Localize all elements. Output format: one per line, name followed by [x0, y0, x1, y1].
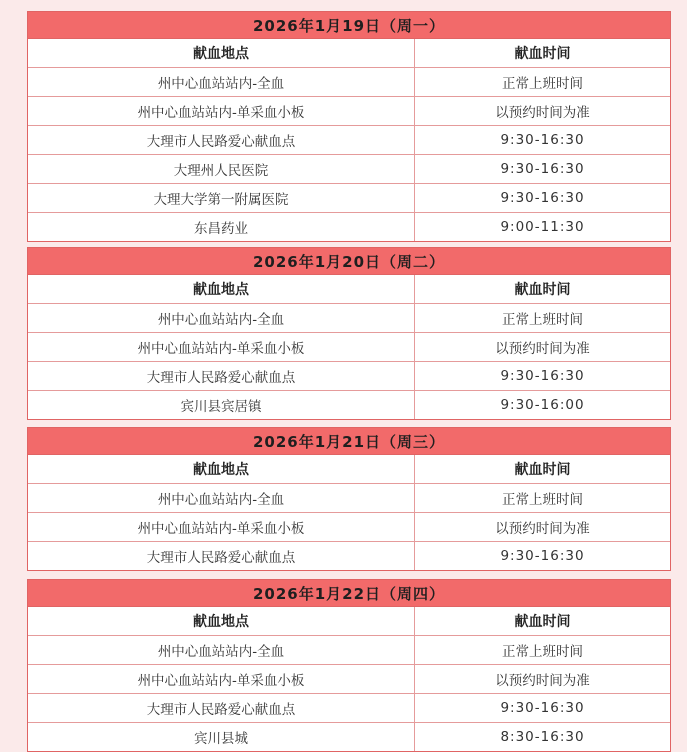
location-cell: 州中心血站站内-单采血小板: [28, 513, 415, 541]
table-header-row: [28, 39, 670, 68]
time-header: 献血时间: [514, 46, 571, 62]
location-cell: 大理大学第一附属医院: [28, 184, 415, 212]
table-row: [28, 97, 670, 126]
location-header: 献血地点: [28, 455, 415, 483]
table-row: [28, 304, 670, 333]
location-header: 献血地点: [28, 607, 415, 635]
time-header: 献血时间: [514, 614, 571, 630]
day-title: 2026年1月21日（周三）: [28, 428, 670, 455]
table-row: [28, 636, 670, 665]
time-cell: 正常上班时间: [502, 644, 583, 660]
time-cell: 以预约时间为准: [495, 521, 590, 537]
time-header: 献血时间: [514, 282, 571, 298]
table-row: [28, 155, 670, 184]
location-cell: 大理市人民路爱心献血点: [28, 126, 415, 154]
table-header-row: [28, 607, 670, 636]
location-cell: 州中心血站站内-全血: [28, 304, 415, 332]
table-header-row: [28, 275, 670, 304]
day-title: 2026年1月22日（周四）: [28, 580, 670, 607]
schedule-table-day-1: [27, 11, 671, 242]
schedule-table-day-2: [27, 247, 671, 420]
time-cell: 以预约时间为准: [495, 341, 590, 357]
time-cell: 9:30-16:30: [500, 132, 585, 148]
table-row: [28, 484, 670, 513]
time-cell: 9:30-16:30: [500, 700, 585, 716]
location-cell: 大理州人民医院: [28, 155, 415, 183]
time-cell: 以预约时间为准: [495, 105, 590, 121]
time-cell: 正常上班时间: [502, 312, 583, 328]
location-cell: 州中心血站站内-全血: [28, 484, 415, 512]
time-cell: 9:00-11:30: [500, 219, 585, 235]
table-row: [28, 68, 670, 97]
day-title: 2026年1月19日（周一）: [28, 12, 670, 39]
table-row: [28, 723, 670, 751]
table-row: [28, 362, 670, 391]
time-cell: 9:30-16:30: [500, 190, 585, 206]
table-row: [28, 542, 670, 570]
location-cell: 大理市人民路爱心献血点: [28, 542, 415, 570]
location-cell: 州中心血站站内-全血: [28, 636, 415, 664]
table-header-row: [28, 455, 670, 484]
table-row: [28, 694, 670, 723]
day-title: 2026年1月20日（周二）: [28, 248, 670, 275]
table-row: [28, 513, 670, 542]
table-row: [28, 184, 670, 213]
time-cell: 9:30-16:00: [500, 397, 585, 413]
time-cell: 以预约时间为准: [495, 673, 590, 689]
location-cell: 宾川县城: [28, 723, 415, 751]
table-row: [28, 333, 670, 362]
location-cell: 州中心血站站内-单采血小板: [28, 665, 415, 693]
location-header: 献血地点: [28, 275, 415, 303]
location-cell: 东昌药业: [28, 213, 415, 241]
table-row: [28, 126, 670, 155]
time-cell: 9:30-16:30: [500, 161, 585, 177]
time-cell: 9:30-16:30: [500, 548, 585, 564]
table-row: [28, 213, 670, 241]
schedule-table-day-3: [27, 427, 671, 571]
location-header: 献血地点: [28, 39, 415, 67]
schedule-table-day-4: [27, 579, 671, 752]
table-row: [28, 391, 670, 419]
time-cell: 正常上班时间: [502, 492, 583, 508]
time-cell: 正常上班时间: [502, 76, 583, 92]
location-cell: 州中心血站站内-全血: [28, 68, 415, 96]
time-cell: 9:30-16:30: [500, 368, 585, 384]
location-cell: 州中心血站站内-单采血小板: [28, 97, 415, 125]
location-cell: 宾川县宾居镇: [28, 391, 415, 419]
time-cell: 8:30-16:30: [500, 729, 585, 745]
time-header: 献血时间: [514, 462, 571, 478]
table-row: [28, 665, 670, 694]
location-cell: 州中心血站站内-单采血小板: [28, 333, 415, 361]
location-cell: 大理市人民路爱心献血点: [28, 362, 415, 390]
location-cell: 大理市人民路爱心献血点: [28, 694, 415, 722]
